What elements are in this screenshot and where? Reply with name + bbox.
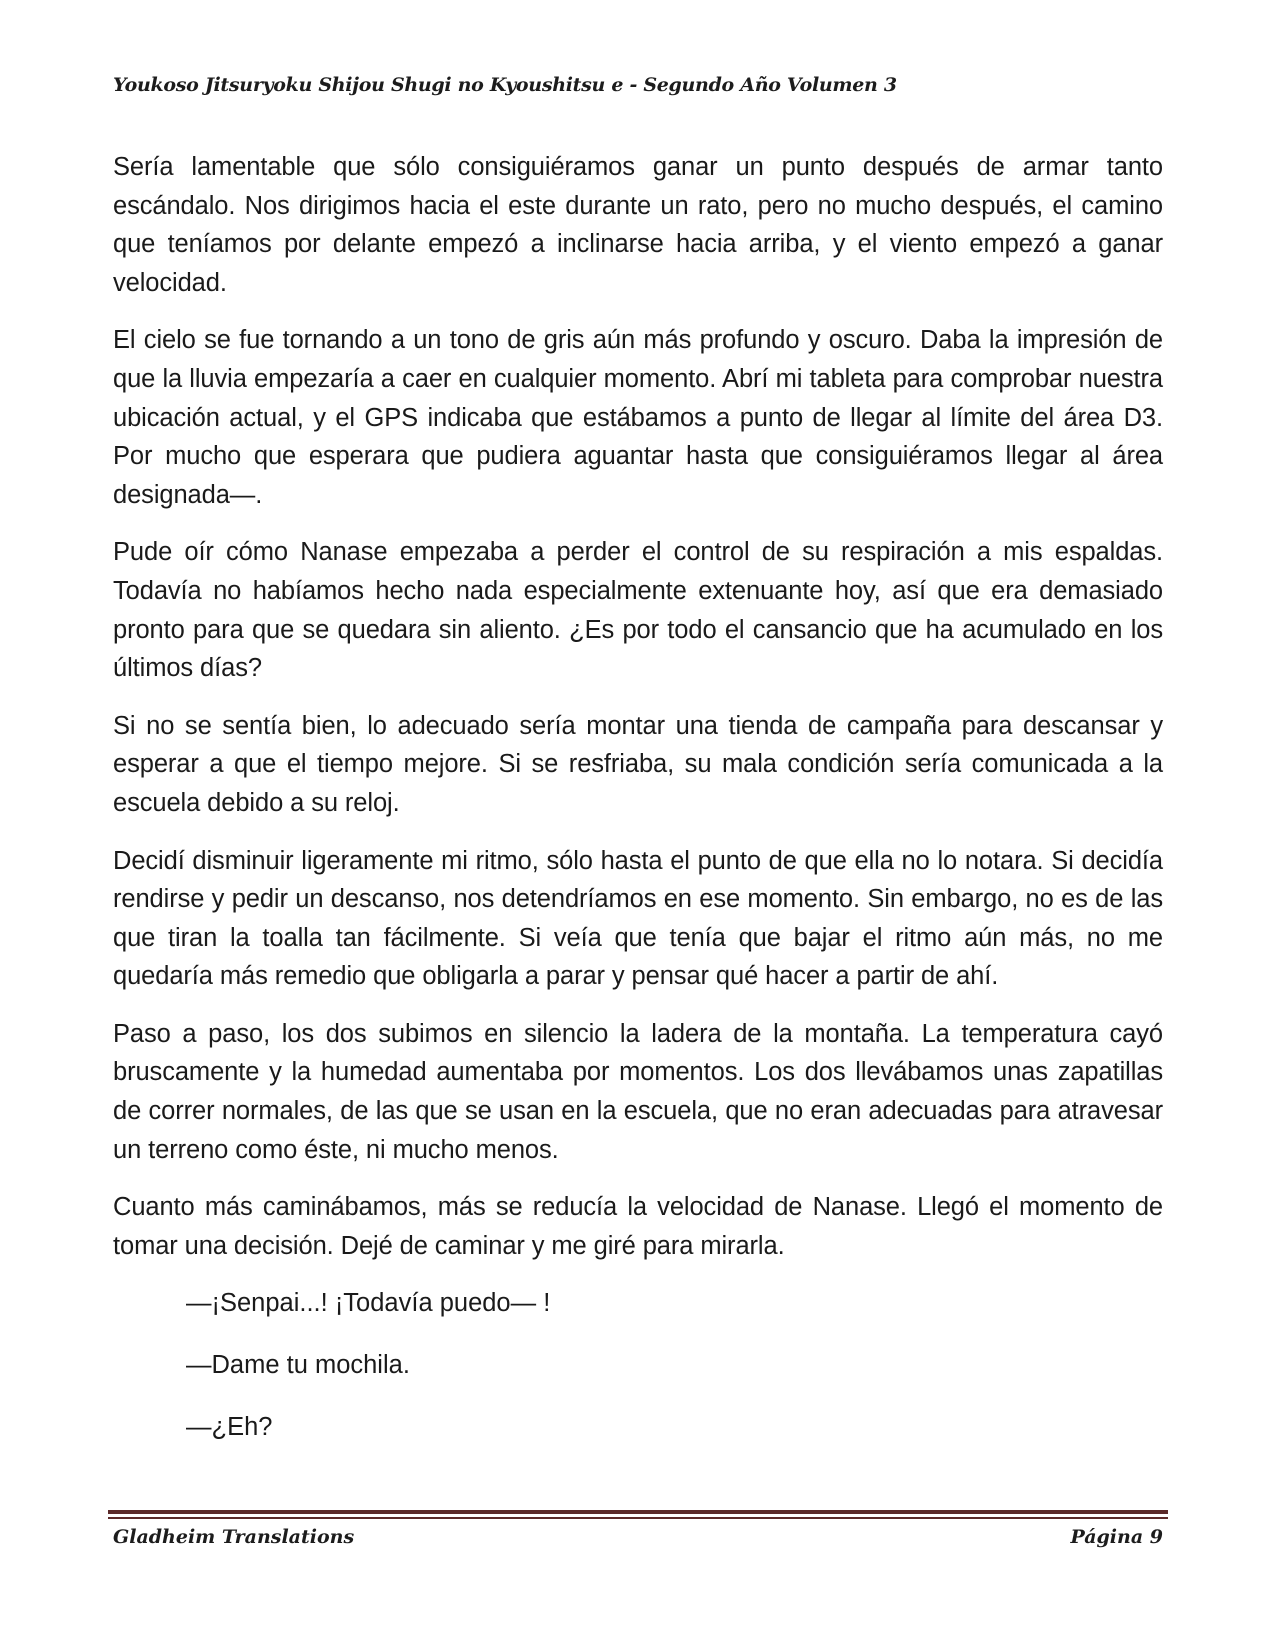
footer-publisher: Gladheim Translations bbox=[113, 1526, 355, 1548]
footer-page-number: Página 9 bbox=[1070, 1526, 1163, 1548]
dialogue-line: —Dame tu mochila. bbox=[186, 1351, 410, 1380]
page-header-title: Youkoso Jitsuryoku Shijou Shugi no Kyoushitsu e - Segundo Año Volumen 3 bbox=[113, 74, 897, 96]
footer-divider-thick bbox=[108, 1510, 1168, 1514]
paragraph: Cuanto más caminábamos, más se reducía la velocidad de Nanase. Llegó el momento de tomar una decisión. Dejé de caminar y me giré para mirarla. bbox=[113, 1193, 1163, 1260]
paragraph: Sería lamentable que sólo consiguiéramos ganar un punto después de armar tanto escándalo. Nos dirigimos hacia el este durante un rato, pero no mucho después, el camino que teníamos por delante empezó a inclinarse hacia arriba, y el viento empezó a ganar velocidad. bbox=[113, 153, 1163, 297]
paragraph: Pude oír cómo Nanase empezaba a perder el control de su respiración a mis espaldas. Todavía no habíamos hecho nada especialmente extenuante hoy, así que era demasiado pronto para que se quedara sin aliento. ¿Es por todo el cansancio que ha acumulado en los últimos días? bbox=[113, 538, 1163, 683]
dialogue-line: —¡Senpai...! ¡Todavía puedo— ! bbox=[186, 1289, 551, 1318]
paragraph: El cielo se fue tornando a un tono de gris aún más profundo y oscuro. Daba la impresión de que la lluvia empezaría a caer en cualquier momento. Abrí mi tableta para comprobar nuestra ubicación actual, y el GPS indicaba que estábamos a punto de llegar al límite del área D3. Por mucho que esperara que pudiera aguantar hasta que consiguiéramos llegar al área designada—. bbox=[113, 326, 1163, 509]
footer-divider-thin bbox=[108, 1517, 1168, 1519]
dialogue-line: —¿Eh? bbox=[186, 1412, 273, 1441]
paragraph: Si no se sentía bien, lo adecuado sería montar una tienda de campaña para descansar y esperar a que el tiempo mejore. Si se resfriaba, su mala condición sería comunicada a la escuela debido a su reloj. bbox=[113, 711, 1163, 817]
paragraph: Paso a paso, los dos subimos en silencio la ladera de la montaña. La temperatura cayó bruscamente y la humedad aumentaba por momentos. Los dos llevábamos unas zapatillas de correr normales, de las que se usan en la escuela, que no eran adecuadas para atravesar un terreno como éste, ni mucho menos. bbox=[113, 1019, 1163, 1164]
page-body bbox=[113, 148, 1163, 1469]
paragraph: Decidí disminuir ligeramente mi ritmo, sólo hasta el punto de que ella no lo notara. Si decidía rendirse y pedir un descanso, nos detendríamos en ese momento. Sin embargo, no es de las que tiran la toalla tan fácilmente. Si veía que tenía que bajar el ritmo aún más, no me quedaría más remedio que obligarla a parar y pensar qué hacer a partir de ahí. bbox=[113, 846, 1163, 991]
